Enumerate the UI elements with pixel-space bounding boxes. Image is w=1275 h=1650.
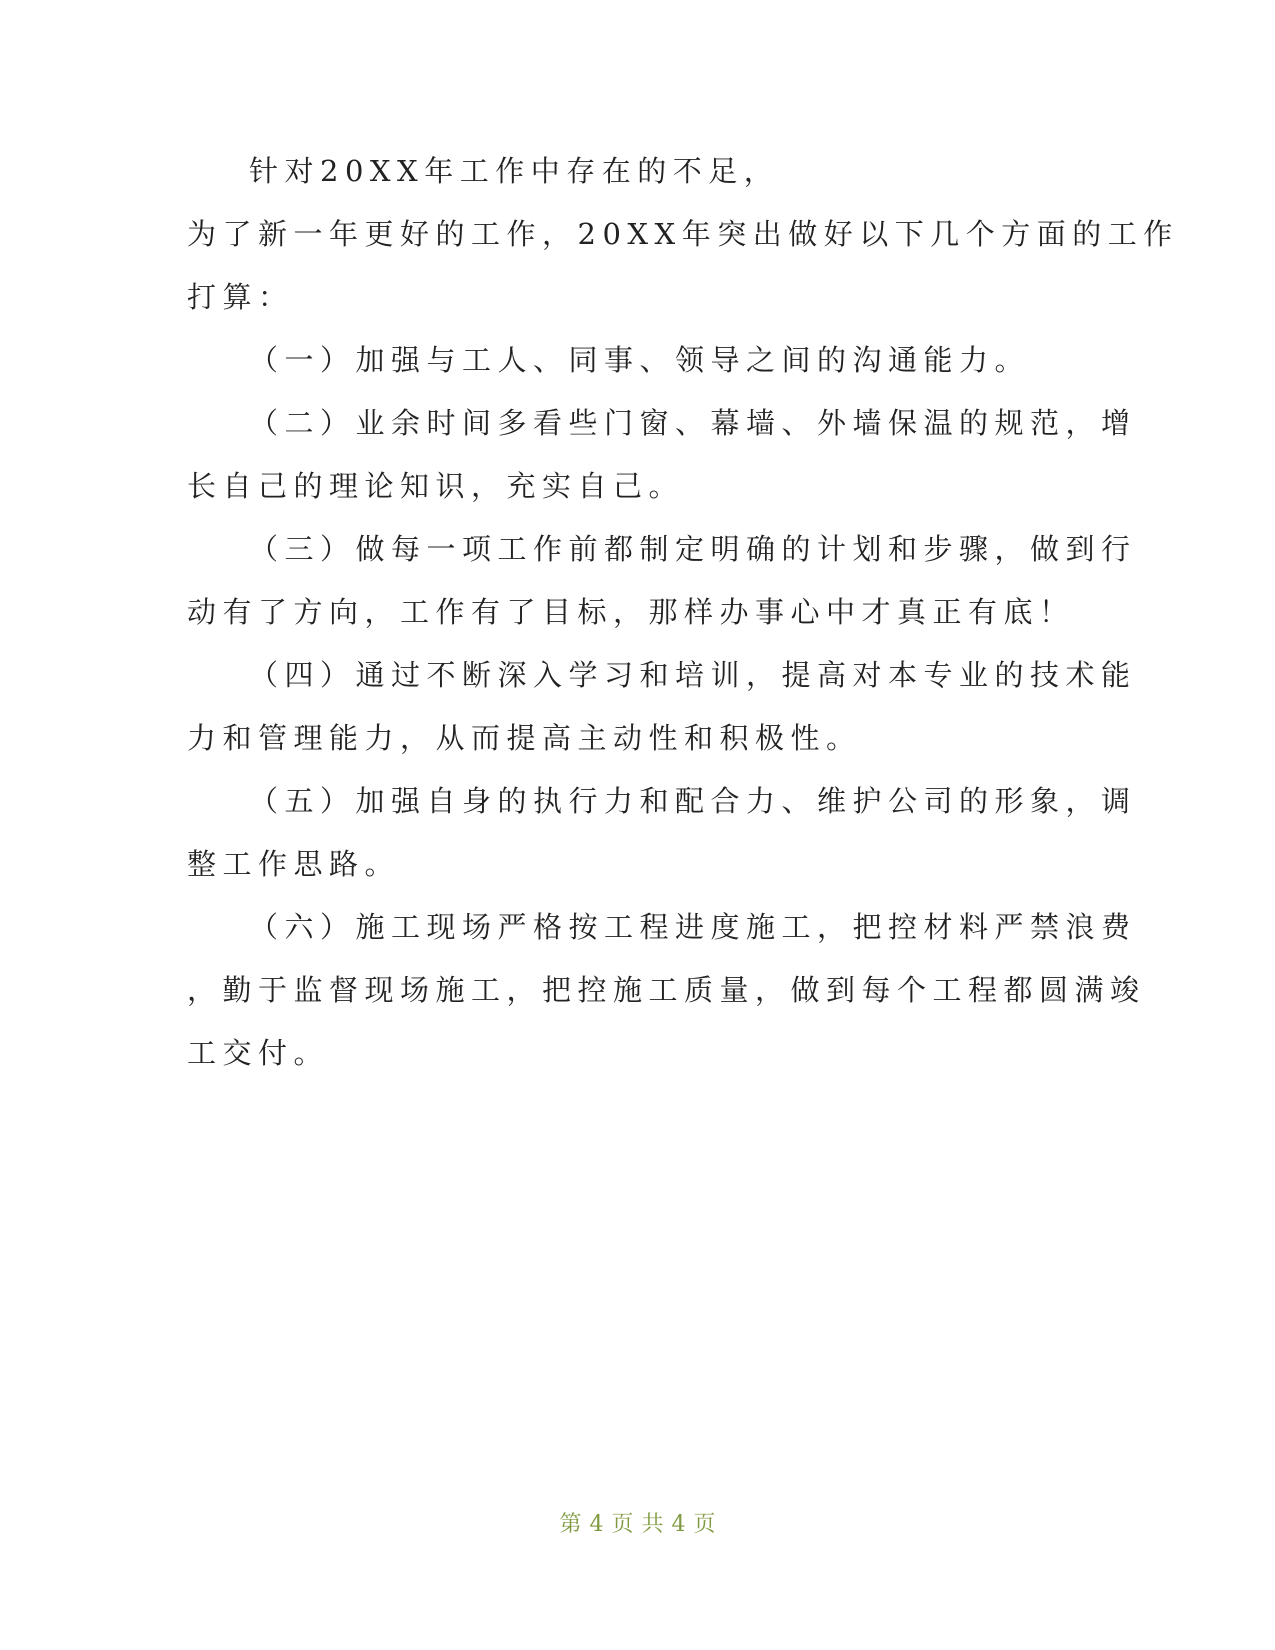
paragraph-line: 针对20XX年工作中存在的不足， [249,154,780,188]
list-item-1: （一）加强与工人、同事、领导之间的沟通能力。 [249,343,1031,377]
paragraph-line: 为了新一年更好的工作，20XX年突出做好以下几个方面的工作 [187,217,1179,251]
footer-suffix: 页 [693,1512,716,1537]
list-item-5-continued: 整工作思路。 [187,847,401,881]
list-item-2-continued: 长自己的理论知识，充实自己。 [187,469,685,503]
footer-page-word: 页 [611,1512,634,1537]
list-item-5: （五）加强自身的执行力和配合力、维护公司的形象，调 [249,784,1137,818]
list-item-6-continued: ，勤于监督现场施工，把控施工质量，做到每个工程都圆满竣 [187,973,1146,1007]
footer-prefix: 第 [559,1512,582,1537]
list-item-4-continued: 力和管理能力，从而提高主动性和积极性。 [187,721,862,755]
footer-current-page: 4 [589,1512,604,1537]
list-item-6-continued: 工交付。 [187,1036,330,1070]
document-body [187,140,1179,1085]
list-item-3: （三）做每一项工作前都制定明确的计划和步骤，做到行 [249,532,1137,566]
list-item-4: （四）通过不断深入学习和培训，提高对本专业的技术能 [249,658,1137,692]
list-item-6: （六）施工现场严格按工程进度施工，把控材料严禁浪费 [249,910,1137,944]
list-item-3-continued: 动有了方向，工作有了目标，那样办事心中才真正有底！ [187,595,1075,629]
footer-total-pages: 4 [671,1512,686,1537]
footer-total-word: 共 [641,1512,664,1537]
list-item-2: （二）业余时间多看些门窗、幕墙、外墙保温的规范，增 [249,406,1137,440]
paragraph-line: 打算： [187,280,294,314]
page-footer [0,1510,1275,1540]
